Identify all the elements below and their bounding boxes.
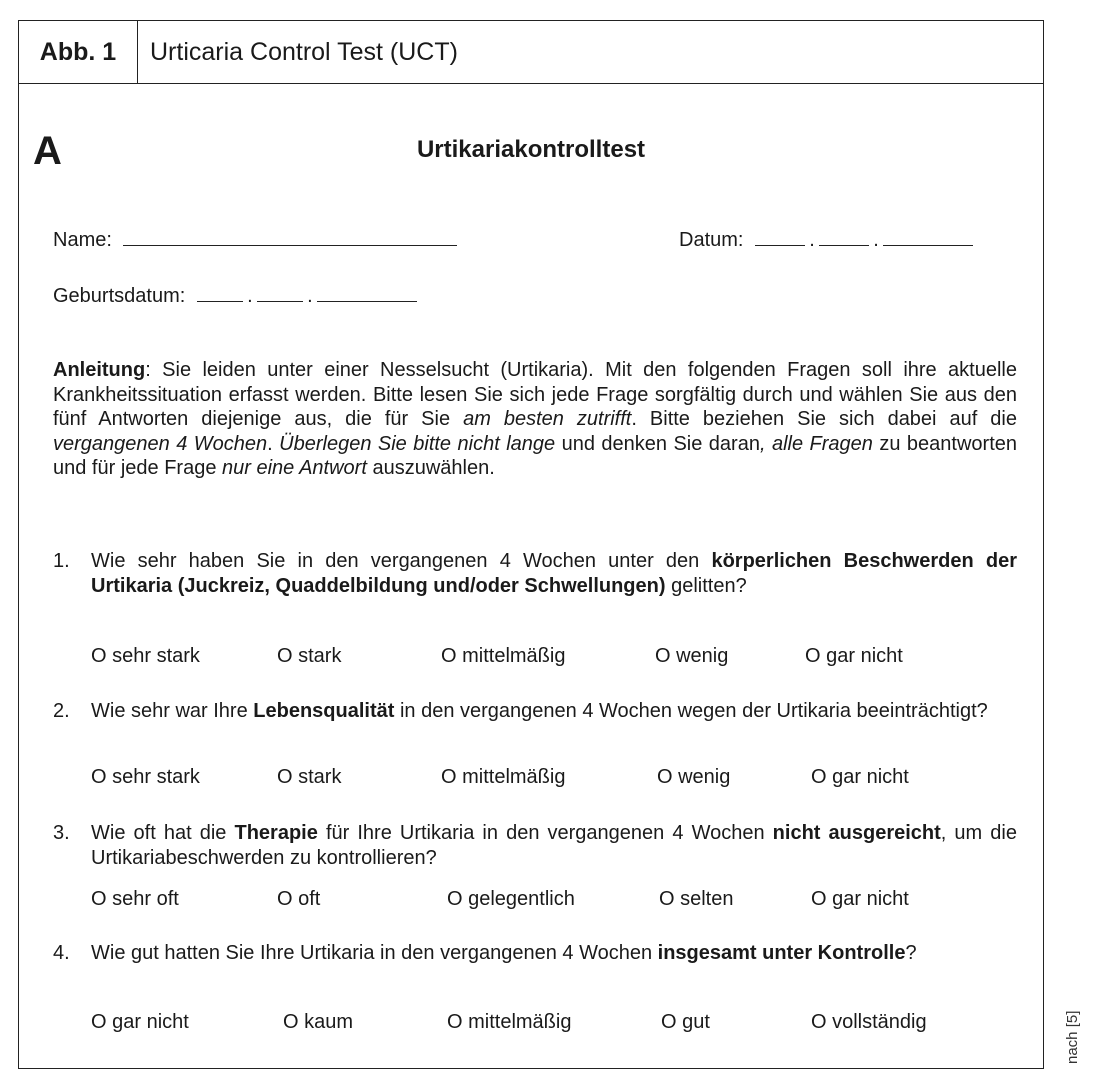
instructions [53,358,1017,481]
figure-frame [18,20,1044,1069]
question-text [91,821,1017,870]
option-q3-2[interactable]: O oft [277,888,321,910]
instructions-text: auszuwählen. [366,457,495,479]
instructions-emphasis: am besten zutrifft [463,408,632,430]
question-number: 3. [53,822,70,844]
question-text [91,699,1017,724]
date-day-line [755,227,805,246]
question-text-part: , um die Urtikariabeschwerden zu kontrollieren? [91,822,1017,869]
name-label: Name: [53,229,112,251]
date-separator: . [247,285,253,307]
instructions-text: . [267,432,280,455]
question-text [91,941,1017,966]
figure-title: Urticaria Control Test (UCT) [150,37,458,66]
name-line [123,227,457,246]
option-q3-4[interactable]: O selten [659,888,734,910]
date-field [679,227,973,252]
option-q1-4[interactable]: O wenig [655,645,729,667]
option-q4-5[interactable]: O vollständig [811,1011,927,1033]
question-1 [53,549,1017,598]
question-text-part: ? [905,942,917,964]
option-q4-4[interactable]: O gut [661,1011,710,1033]
birthdate-year-line [317,283,417,302]
option-q1-3[interactable]: O mittelmäßig [441,645,566,667]
question-text-part: für Ihre Urtikaria in den vergangenen 4 Wochen [317,822,773,844]
question-text-bold: Therapie [234,822,318,844]
option-q2-3[interactable]: O mittelmäßig [441,766,566,788]
question-text-part: in den vergangenen 4 Wochen wegen der Urtikaria beeinträchtigt? [394,700,988,722]
date-separator: . [873,229,879,251]
instructions-emphasis: , alle Fragen [759,432,873,455]
option-q3-5[interactable]: O gar nicht [811,888,909,910]
option-q3-3[interactable]: O gelegentlich [447,888,575,910]
instructions-emphasis: nur eine Antwort [222,457,367,479]
option-q4-3[interactable]: O mittelmäßig [447,1011,572,1033]
date-label: Datum: [679,229,744,251]
question-2 [53,699,1017,724]
question-3 [53,821,1017,870]
birthdate-label: Geburtsdatum: [53,285,186,307]
option-q2-5[interactable]: O gar nicht [811,766,909,788]
date-separator: . [809,229,815,251]
question-number: 1. [53,550,70,572]
instructions-lead: Anleitung [53,359,146,381]
option-q4-1[interactable]: O gar nicht [91,1011,189,1033]
date-month-line [819,227,869,246]
question-text-part: gelitten? [665,574,747,597]
option-q1-5[interactable]: O gar nicht [805,645,903,667]
question-text [91,549,1017,598]
instructions-text: und denken Sie daran [555,432,760,455]
question-text-bold: Lebensqualität [253,700,395,722]
question-text-bold: körperlichen Beschwerden der Urtikaria (Juckreiz, Quaddelbildung und/oder Schwellungen) [91,550,1017,597]
option-q2-4[interactable]: O wenig [657,766,731,788]
question-number: 2. [53,700,70,722]
option-q2-2[interactable]: O stark [277,766,342,788]
instructions-text: . Bitte beziehen Sie sich dabei auf die [631,408,1017,430]
option-q2-1[interactable]: O sehr stark [91,766,200,788]
option-q1-1[interactable]: O sehr stark [91,645,200,667]
question-number: 4. [53,942,70,964]
name-field [53,227,457,252]
birthdate-month-line [257,283,303,302]
panel-letter: A [33,129,62,173]
option-q4-2[interactable]: O kaum [283,1011,354,1033]
question-text-part: Wie gut hatten Sie Ihre Urtikaria in den vergangenen 4 Wochen [91,942,658,964]
date-separator: . [307,285,313,307]
source-note: nach [5] [1064,1010,1081,1064]
instructions-emphasis: vergangenen 4 Wochen [53,432,268,455]
instructions-text: : Sie leiden unter einer Nesselsucht (Urtikaria). Mit den folgenden Fragen soll ihre aktuelle Krankheitssituation erfasst werden. Bitte lesen Sie sich jede Frage sorgfältig durch und wählen Sie aus den fünf Antworten diejenige aus, die für Sie [53,359,1017,430]
question-text-part: Wie sehr war Ihre [91,700,254,722]
instructions-emphasis: Überlegen Sie bitte nicht lange [279,432,556,455]
form-title: Urtikariakontrolltest [416,136,646,163]
question-4 [53,941,1017,966]
instructions-text: zu beantworten und für jede Frage [53,432,1017,479]
question-text-bold: insgesamt unter Kontrolle [657,942,906,964]
question-text-part: Wie sehr haben Sie in den vergangenen 4 Wochen unter den [91,550,712,572]
option-q1-2[interactable]: O stark [277,645,342,667]
date-year-line [883,227,973,246]
option-q3-1[interactable]: O sehr oft [91,888,179,910]
birthdate-day-line [197,283,243,302]
birthdate-field [53,283,417,308]
question-text-bold: nicht ausgereicht [772,822,941,844]
figure-header [19,21,1043,84]
question-text-part: Wie oft hat die [91,822,235,844]
figure-label: Abb. 1 [19,21,138,83]
